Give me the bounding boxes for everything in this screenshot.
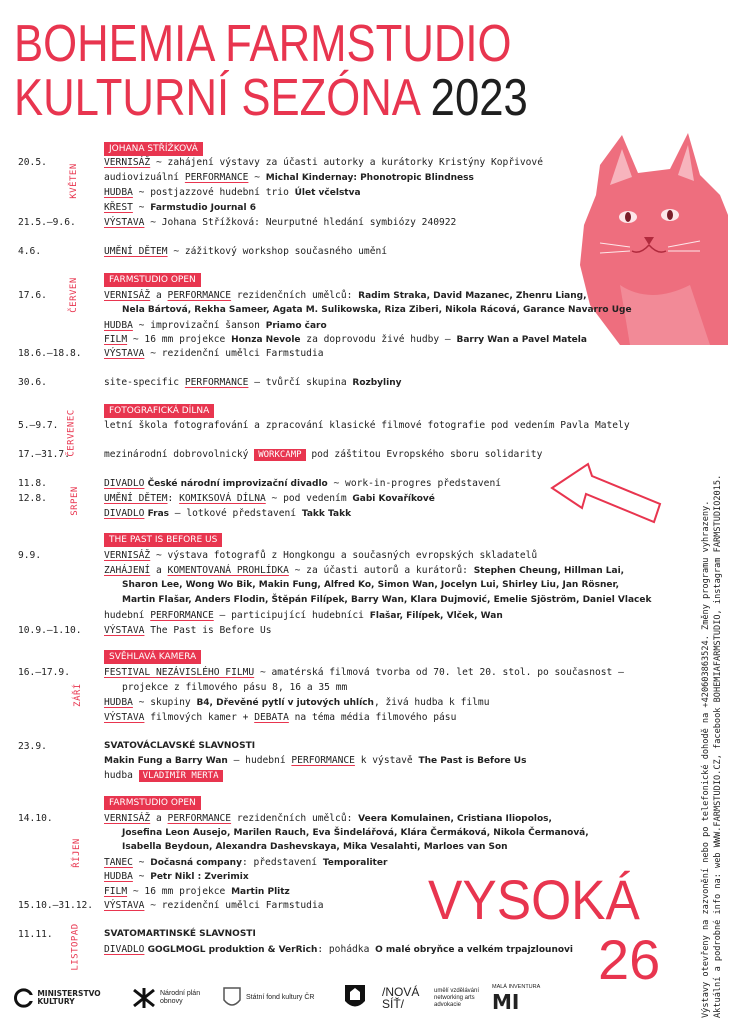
event-line: letní škola fotografování a zpracování klasické filmové fotografie pod vedením Pavla Mately bbox=[104, 420, 630, 431]
event-line: Josefina Leon Ausejo, Marilen Rauch, Eva Šindelářová, Klára Čermáková, Nikola Čermanová, bbox=[122, 828, 589, 838]
date: 11.8. bbox=[18, 478, 47, 489]
event-line: VERNISÁŽ a PERFORMANCE rezidenčních umělců: Radim Straka, David Mazanec, Zhenru Liang, bbox=[104, 290, 587, 301]
date: 5.–9.7. bbox=[18, 420, 59, 431]
event-line: TANEC ~ Dočasná company: představení Temporaliter bbox=[104, 857, 388, 868]
date: 20.5. bbox=[18, 157, 47, 168]
date: 17.–31.7. bbox=[18, 449, 70, 460]
month-cerven: ČERVEN bbox=[68, 277, 79, 313]
logo-mala-inventura: MALÁ INVENTURA MI bbox=[492, 984, 541, 1014]
event-line: HUDBA ~ improvizační šanson Priamo čaro bbox=[104, 320, 327, 331]
logo-ministerstvo-kultury: MINISTERSTVO KULTURY bbox=[14, 978, 114, 1018]
logo-statni-fond-kultury: Státní fond kultury ČR bbox=[222, 978, 342, 1018]
event-line: SVATOVÁCLAVSKÉ SLAVNOSTI bbox=[104, 741, 256, 751]
arrow-left-icon bbox=[548, 462, 664, 534]
month-srpen: SRPEN bbox=[69, 486, 80, 516]
logo-kraj bbox=[344, 978, 370, 1018]
event-line: DIVADLO České národní improvizační divadlo ~ work-in-progres představení bbox=[104, 478, 501, 489]
side-info-line-2: Aktuální a podrobné info na: web WWW.FARMSTUDIO.CZ, facebook BOHEMIAFARMSTUDIO, instagram FARMSTUDIO2015. bbox=[713, 474, 723, 1018]
section-fotograficka-dilna: FOTOGRAFICKÁ DÍLNA bbox=[104, 404, 214, 418]
date: 12.8. bbox=[18, 493, 47, 504]
title-season: KULTURNÍ SEZÓNA bbox=[14, 69, 419, 127]
date: 16.–17.9. bbox=[18, 667, 70, 678]
event-line: audiovizuální PERFORMANCE ~ Michal Kindernay: Phonotropic Blindness bbox=[104, 172, 474, 183]
month-zari: ZÁŘÍ bbox=[72, 683, 83, 707]
title-year: 2023 bbox=[430, 69, 528, 127]
section-farmstudio-open-2: FARMSTUDIO OPEN bbox=[104, 796, 201, 810]
date: 10.9.–1.10. bbox=[18, 625, 82, 636]
event-line: VÝSTAVA filmových kamer + DEBATA na téma média filmového pásu bbox=[104, 712, 457, 723]
event-line: FILM ~ 16 mm projekce Honza Nevole za doprovodu živé hudby – Barry Wan a Pavel Matela bbox=[104, 334, 587, 345]
statni-fond-icon bbox=[222, 986, 242, 1010]
event-line: Isabella Beydoun, Alexandra Dashevskaya, Mika Vesalahti, Marloes van Son bbox=[122, 842, 508, 852]
date: 4.6. bbox=[18, 246, 42, 257]
event-line: hudební PERFORMANCE – participující hudebníci Flašar, Filípek, Vlček, Wan bbox=[104, 610, 503, 621]
event-line: KŘEST ~ Farmstudio Journal 6 bbox=[104, 202, 256, 213]
event-line: Makin Fung a Barry Wan – hudební PERFORMANCE k výstavě The Past is Before Us bbox=[104, 755, 527, 766]
title-line-1: BOHEMIA FARMSTUDIO bbox=[14, 15, 512, 73]
event-line: projekce z filmového pásu 8, 16 a 35 mm bbox=[122, 682, 348, 693]
month-cervenec: ČERVENEC bbox=[66, 409, 77, 457]
date: 23.9. bbox=[18, 741, 47, 752]
date: 9.9. bbox=[18, 550, 42, 561]
event-line: FILM ~ 16 mm projekce Martin Plitz bbox=[104, 886, 290, 897]
side-info bbox=[700, 475, 724, 1018]
logo-narodni-plan-obnovy: Národní plán obnovy bbox=[132, 978, 222, 1018]
date: 15.10.–31.12. bbox=[18, 900, 94, 911]
event-line: Nela Bártová, Rekha Sameer, Agata M. Sulikowska, Riza Ziberi, Nikola Rácová, Garance Navarro Uge bbox=[122, 305, 632, 315]
event-line: VÝSTAVA ~ rezidenční umělci Farmstudia bbox=[104, 900, 324, 911]
section-past-before-us: THE PAST IS BEFORE US bbox=[104, 533, 222, 547]
event-line: VERNISÁŽ ~ výstava fotografů z Hongkongu a současných evropských skladatelů bbox=[104, 550, 538, 561]
section-svehlava-kamera: SVĚHLAVÁ KAMERA bbox=[104, 650, 201, 664]
event-line: UMĚNÍ DĚTEM: KOMIKSOVÁ DÍLNA ~ pod vedením Gabi Kovaříkové bbox=[104, 493, 435, 504]
event-line: Martin Flašar, Anders Flodin, Štěpán Filípek, Barry Wan, Klara Dujmović, Emelie Sjöström, Daniel Vlacek bbox=[122, 595, 652, 605]
event-line: HUDBA ~ Petr Nikl : Zverimix bbox=[104, 871, 249, 882]
event-line: VERNISÁŽ a PERFORMANCE rezidenčních umělců: Veera Komulainen, Cristiana Iliopolos, bbox=[104, 813, 552, 824]
title-line-2 bbox=[14, 69, 528, 127]
month-kveten: KVĚTEN bbox=[68, 163, 79, 199]
event-line: VÝSTAVA The Past is Before Us bbox=[104, 625, 272, 636]
date: 18.6.–18.8. bbox=[18, 348, 82, 359]
date: 14.10. bbox=[18, 813, 53, 824]
logo-nova-sit-tagline: umělí vzdělávání networking arts advokacie bbox=[434, 987, 480, 1008]
month-listopad: LISTOPAD bbox=[70, 923, 81, 971]
event-line: ZAHÁJENÍ a KOMENTOVANÁ PROHLÍDKA ~ za účasti autorů a kurátorů: Stephen Cheung, Hillman Lai, bbox=[104, 565, 625, 576]
event-line: site-specific PERFORMANCE – tvůrčí skupina Rozbyliny bbox=[104, 377, 402, 388]
ministerstvo-kultury-icon bbox=[14, 985, 33, 1011]
logo-nova-sit: /NOVÁ SÍŤ/ bbox=[382, 985, 420, 1011]
event-line: HUDBA ~ skupiny B4, Dřevěné pytlí v jutových uhlích, živá hudba k filmu bbox=[104, 697, 490, 708]
date: 17.6. bbox=[18, 290, 47, 301]
event-line: Sharon Lee, Wong Wo Bik, Makin Fung, Alfred Ko, Simon Wan, Jocelyn Lui, Shirley Liu, Jan Rösner, bbox=[122, 580, 619, 590]
section-johana: JOHANA STŘÍŽKOVÁ bbox=[104, 142, 203, 156]
side-info-line-1: Výstavy otevřeny na zazvonění nebo po telefonické dohodě na +420603863524. Změny programu vyhrazeny. bbox=[701, 500, 711, 1018]
event-line: UMĚNÍ DĚTEM ~ zážitkový workshop současného umění bbox=[104, 246, 388, 257]
event-line: DIVADLO Fras – lotkové představení Takk Takk bbox=[104, 508, 352, 519]
date: 11.11. bbox=[18, 929, 53, 940]
event-line: VÝSTAVA ~ Johana Střížková: Neurputné hledání symbiózy 240922 bbox=[104, 217, 457, 228]
event-line: DIVADLO GOGLMOGL produktion & VerRich: pohádka O malé obryňce a velkém trpajzlounovi bbox=[104, 944, 574, 955]
place-number: 26 bbox=[598, 928, 661, 991]
event-line: hudba VLADIMÍR MERTA bbox=[104, 768, 223, 784]
event-line: SVATOMARTINSKÉ SLAVNOSTI bbox=[104, 929, 256, 939]
place-name: VYSOKÁ bbox=[428, 868, 640, 931]
date: 30.6. bbox=[18, 377, 47, 388]
event-line: HUDBA ~ postjazzové hudební trio Úlet včelstva bbox=[104, 187, 361, 198]
event-line: VERNISÁŽ ~ zahájení výstavy za účasti autorky a kurátorky Kristýny Kopřivové bbox=[104, 157, 543, 168]
date: 21.5.–9.6. bbox=[18, 217, 76, 228]
narodni-plan-icon bbox=[132, 986, 156, 1010]
kraj-crest-icon bbox=[344, 984, 366, 1012]
event-line: VÝSTAVA ~ rezidenční umělci Farmstudia bbox=[104, 348, 324, 359]
sponsor-logos bbox=[14, 978, 574, 1018]
event-line: FESTIVAL NEZÁVISLÉHO FILMU ~ amatérská filmová tvorba od 70. let 20. stol. po současnost – bbox=[104, 667, 624, 678]
event-line: mezinárodní dobrovolnický WORKCAMP pod záštitou Evropského sboru solidarity bbox=[104, 449, 543, 460]
section-farmstudio-open-1: FARMSTUDIO OPEN bbox=[104, 273, 201, 287]
month-rijen: ŘÍJEN bbox=[71, 838, 82, 868]
